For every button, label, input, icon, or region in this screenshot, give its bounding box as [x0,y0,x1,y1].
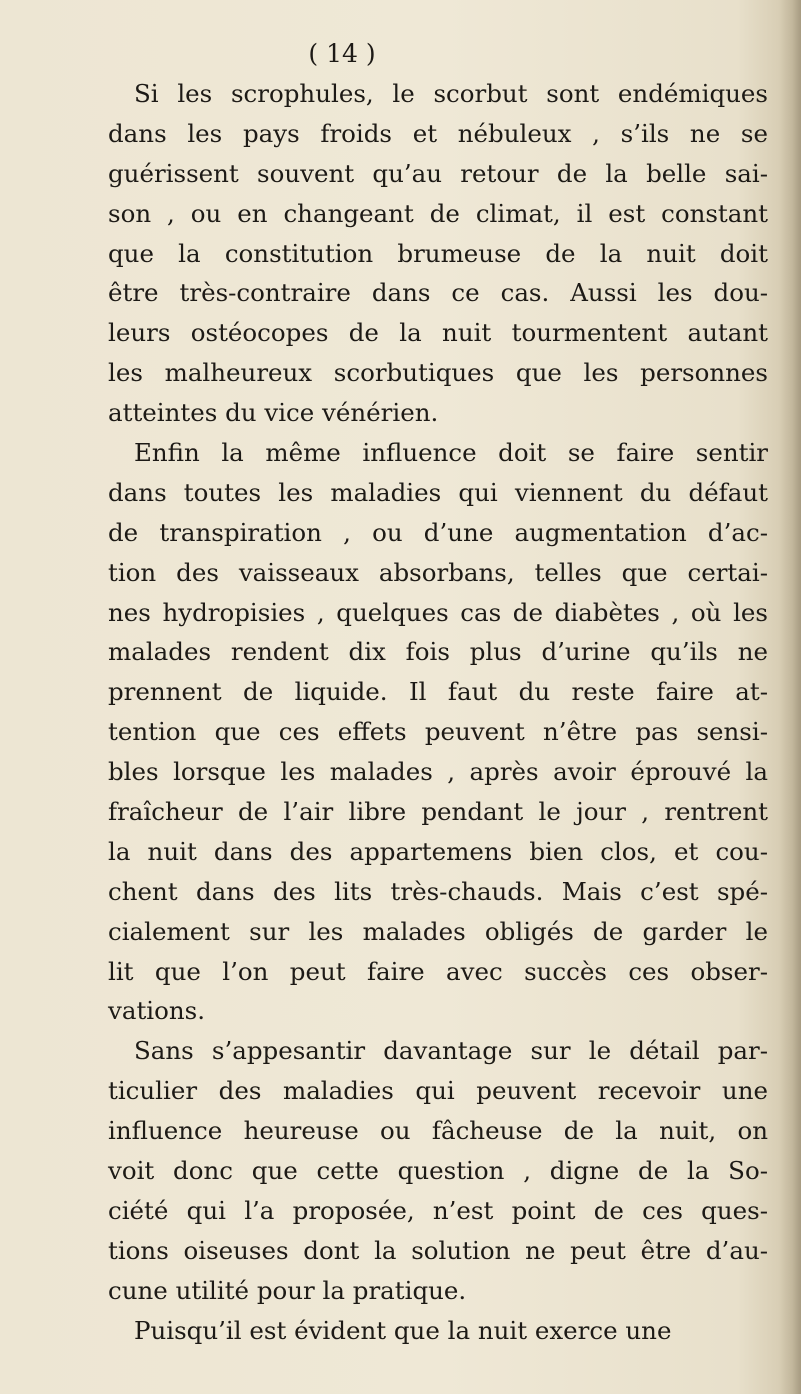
text-line: de transpiration , ou d’une augmentation d’ac- [108,517,768,547]
text-line: chent dans des lits très-chauds. Mais c’est spé- [108,876,768,906]
text-line: cune utilité pour la pratique. [108,1275,467,1305]
text-line: que la constitution brumeuse de la nuit doit [108,238,768,268]
page-number: ( 14 ) [308,39,376,68]
text-line: dans les pays froids et nébuleux , s’ils ne se [108,118,768,148]
text-line: tion des vaisseaux absorbans, telles que certai- [108,557,768,587]
text-line: tention que ces effets peuvent n’être pas sensi- [108,717,768,747]
text-line: leurs ostéocopes de la nuit tourmentent autant [108,318,768,348]
text-line: Si les scrophules, le scorbut sont endémiques [134,79,768,108]
text-line: les malheureux scorbutiques que les personnes [108,358,768,388]
text-line: atteintes du vice vénérien. [108,398,439,428]
text-line: fraîcheur de l’air libre pendant le jour , rentrent [108,797,768,827]
text-lines [108,74,768,1351]
text-line: bles lorsque les malades , après avoir éprouvé la [108,757,768,787]
text-line: ticulier des maladies qui peuvent recevoir une [108,1076,768,1106]
text-line: guérissent souvent qu’au retour de la belle sai- [108,158,768,188]
page-edge-shadow [779,0,801,1394]
text-line: ciété qui l’a proposée, n’est point de ces ques- [108,1195,768,1225]
text-line: vations. [108,996,206,1026]
text-line: malades rendent dix fois plus d’urine qu’ils ne [108,637,768,667]
text-line: prennent de liquide. Il faut du reste faire at- [108,677,768,707]
text-line: cialement sur les malades obligés de garder le [108,916,768,946]
text-line: être très-contraire dans ce cas. Aussi les dou- [108,278,768,308]
text-line: Sans s’appesantir davantage sur le détail par- [134,1036,768,1066]
text-line: influence heureuse ou fâcheuse de la nuit, on [108,1116,768,1146]
text-line: Puisqu’il est évident que la nuit exerce une [134,1315,672,1345]
text-line: dans toutes les maladies qui viennent du défaut [108,477,768,507]
text-line: Enfin la même influence doit se faire sentir [134,438,768,468]
text-line: nes hydropisies , quelques cas de diabètes , où les [108,597,768,627]
body-text [108,34,768,1351]
text-line: tions oiseuses dont la solution ne peut être d’au- [108,1235,768,1265]
text-line: lit que l’on peut faire avec succès ces obser- [108,956,768,986]
text-line: la nuit dans des appartemens bien clos, et cou- [108,836,768,866]
text-line: son , ou en changeant de climat, il est constant [108,198,768,228]
text-line: voit donc que cette question , digne de la So- [108,1156,768,1186]
